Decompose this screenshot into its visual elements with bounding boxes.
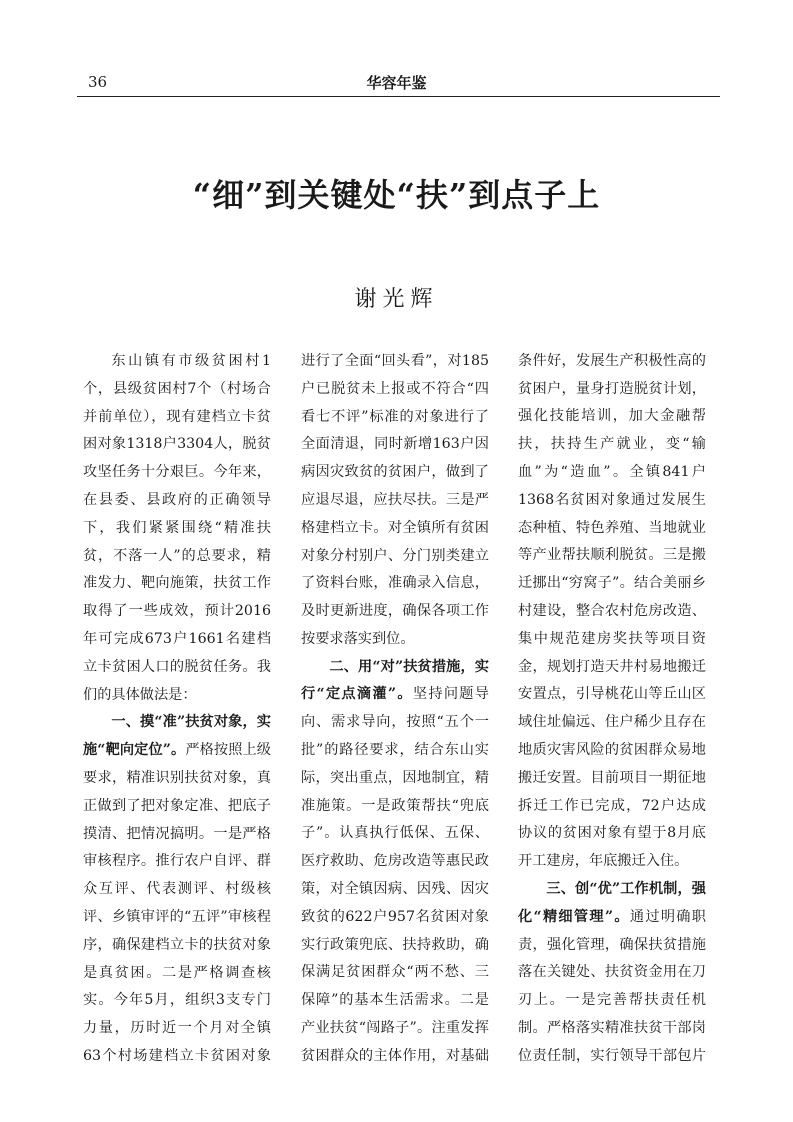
section-1-paragraph [83, 709, 271, 1070]
body-text-flow [83, 348, 271, 1071]
body-text-flow-2 [301, 348, 489, 1071]
section-2-paragraph [301, 654, 489, 1071]
section-1-text: 严格按照上级要求，精准识别扶贫对象，真正做到了把对象定准、把底子摸清、把情况搞明。一是严格审核程序。推行农户自评、群众互评、代表测评、村级核评、乡镇审评的“五评”审核程序，确保建档立卡的扶贫对象是真贫困。二是严格调查核实。今年5月，组织3支专门力量，历时近一个月对全镇63个村场建档立卡贫困对象 [83, 742, 271, 1064]
section-3-text: 通过明确职责，强化管理，确保扶贫措施落在关键处、扶贫资金用在刀刃上。一是完善帮扶责任机制。严格落实精准扶贫干部岗位责任制，实行领导干部包片 [518, 908, 706, 1064]
section-1-heading: 一、摸“准”扶贫对象，实施“靶向定位”。 [83, 714, 271, 759]
page-number: 36 [88, 73, 108, 91]
section-2-text: 条件好，发展生产积极性高的贫困户，量身打造脱贫计划，强化技能培训，加大金融帮扶，扶持生产就业，变“输血”为“造血”。全镇841户1368名贫困对象通过发展生态种植、特色养殖、当地就业等产业帮扶顺利脱贫。三是搬迁挪出“穷窝子”。结合美丽乡村建设，整合农村危房改造、集中规范建房奖扶等项目资金，规划打造天井村易地搬迁安置点，引导桃花山等丘山区域住址偏远、住户稀少且存在地质灾害风险的贫困群众易地搬迁安置。目前项目一期征地拆迁工作已完成，72户达成协议的贫困对象有望于8月底开工建房，年底搬迁入住。 [518, 352, 706, 870]
article-title: “细”到关键处“扶”到点子上 [192, 176, 601, 214]
text-column-2 [301, 348, 489, 1071]
section-2-heading: 二、用“对”扶贫措施，实行“定点滴灌”。 [301, 658, 489, 703]
section-2-paragraph [518, 348, 706, 876]
header-rule [77, 96, 720, 97]
text-column-3 [518, 348, 706, 1071]
body-text-flow-3 [518, 348, 706, 1071]
section-1-text: 进行了全面“回头看”，对185户已脱贫未上报或不符合“四看七不评”标准的对象进行了全面清退，同时新增163户因病因灾致贫的贫困户，做到了应退尽退，应扶尽扶。三是严格建档立卡。对全镇所有贫困对象分村别户、分门别类建立了资料台账，准确录入信息，及时更新进度，确保各项工作按要求落实到位。 [301, 352, 489, 647]
running-head: 华容年鉴 [366, 74, 427, 92]
intro-paragraph: 东山镇有市级贫困村1个，县级贫困村7个（村场合并前单位），现有建档立卡贫困对象1318户3304人，脱贫攻坚任务十分艰巨。今年来，在县委、县政府的正确领导下，我们紧紧围绕“精准扶贫，不落一人”的总要求，精准发力、靶向施策，扶贫工作取得了一些成效，预计2016年可完成673户1661名建档立卡贫困人口的脱贫任务。我们的具体做法是： [83, 353, 271, 703]
section-2-text: 坚持问题导向、需求导向，按照“五个一批”的路径要求，结合东山实际，突出重点，因地制宜，精准施策。一是政策帮扶“兜底子”。认真执行低保、五保、医疗救助、危房改造等惠民政策，对全镇因病、因残、因灾致贫的622户957名贫困对象实行政策兜底、扶持救助，确保满足贫困群众“两不愁、三保障”的基本生活需求。二是产业扶贫“闯路子”。注重发挥贫困群众的主体作用，对基础 [301, 686, 489, 1064]
section-3-paragraph [518, 876, 706, 1071]
text-column-1 [83, 348, 271, 1071]
section-3-heading: 三、创“优”工作机制，强化“精细管理”。 [518, 880, 706, 925]
section-1-paragraph [301, 348, 489, 654]
author-name: 谢光辉 [354, 287, 439, 312]
